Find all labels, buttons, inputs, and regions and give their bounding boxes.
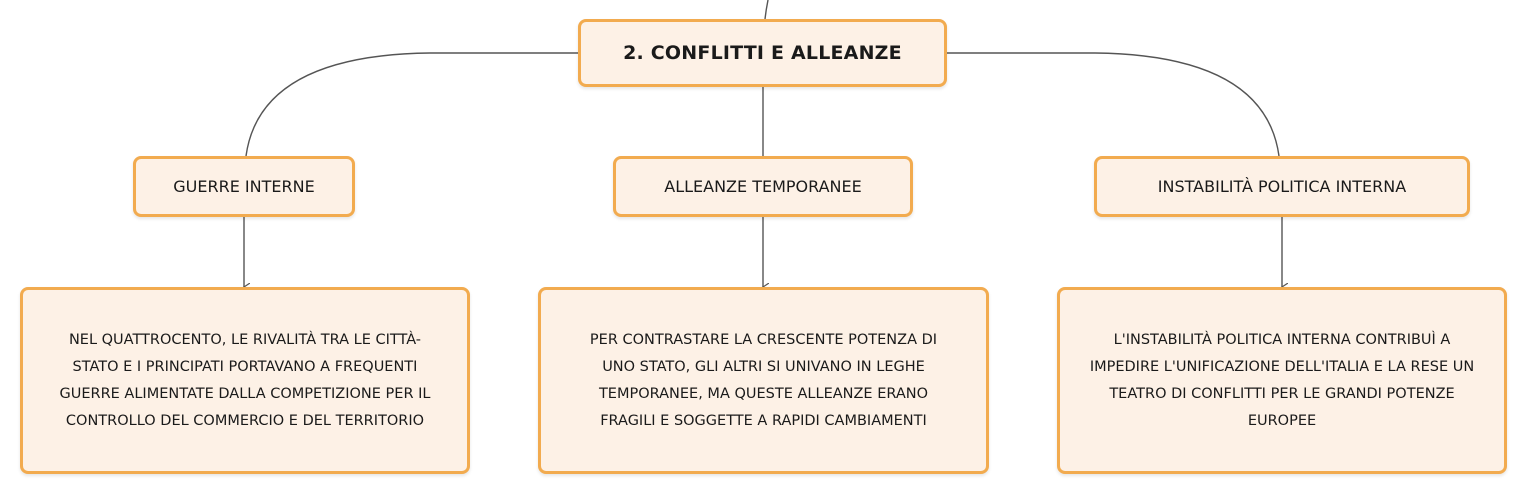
- detail-line: CONTROLLO DEL COMMERCIO E DEL TERRITORIO: [65, 412, 425, 429]
- detail-line: STATO E I PRINCIPATI PORTAVANO A FREQUENTI: [72, 358, 418, 375]
- detail-node-instabilita-politica[interactable]: [1057, 287, 1507, 474]
- detail-line: PER CONTRASTARE LA CRESCENTE POTENZA DI: [589, 331, 938, 348]
- detail-line: TEATRO DI CONFLITTI PER LE GRANDI POTENZE: [1109, 385, 1455, 402]
- connector-root-to-guerre: [246, 53, 578, 156]
- detail-line: L'INSTABILITÀ POLITICA INTERNA CONTRIBUÌ A: [1113, 331, 1451, 348]
- branch-node-guerre-interne[interactable]: [133, 156, 355, 217]
- branch-node-label: INSTABILITÀ POLITICA INTERNA: [1157, 177, 1407, 196]
- detail-text: [590, 327, 937, 435]
- branch-node-label: ALLEANZE TEMPORANEE: [664, 177, 862, 196]
- connector-root-to-instabilita: [947, 53, 1279, 156]
- root-node[interactable]: [578, 19, 947, 87]
- branch-node-instabilita-politica[interactable]: [1094, 156, 1470, 217]
- detail-node-guerre-interne[interactable]: [20, 287, 470, 474]
- branch-node-alleanze-temporanee[interactable]: [613, 156, 913, 217]
- incoming-connector: [765, 0, 768, 19]
- detail-line: FRAGILI E SOGGETTE A RAPIDI CAMBIAMENTI: [600, 412, 927, 429]
- detail-line: NEL QUATTROCENTO, LE RIVALITÀ TRA LE CITTÀ-: [68, 331, 422, 348]
- detail-line: IMPEDIRE L'UNIFICAZIONE DELL'ITALIA E LA RESE UN: [1089, 358, 1475, 375]
- detail-line: EUROPEE: [1247, 412, 1317, 429]
- detail-line: TEMPORANEE, MA QUESTE ALLEANZE ERANO: [598, 385, 929, 402]
- detail-node-alleanze-temporanee[interactable]: [538, 287, 989, 474]
- detail-text: [1090, 327, 1474, 435]
- detail-line: UNO STATO, GLI ALTRI SI UNIVANO IN LEGHE: [602, 358, 925, 375]
- detail-line: GUERRE ALIMENTATE DALLA COMPETIZIONE PER IL: [59, 385, 431, 402]
- root-node-label: 2. CONFLITTI E ALLEANZE: [623, 42, 902, 64]
- branch-node-label: GUERRE INTERNE: [173, 177, 315, 196]
- detail-text: [60, 327, 431, 435]
